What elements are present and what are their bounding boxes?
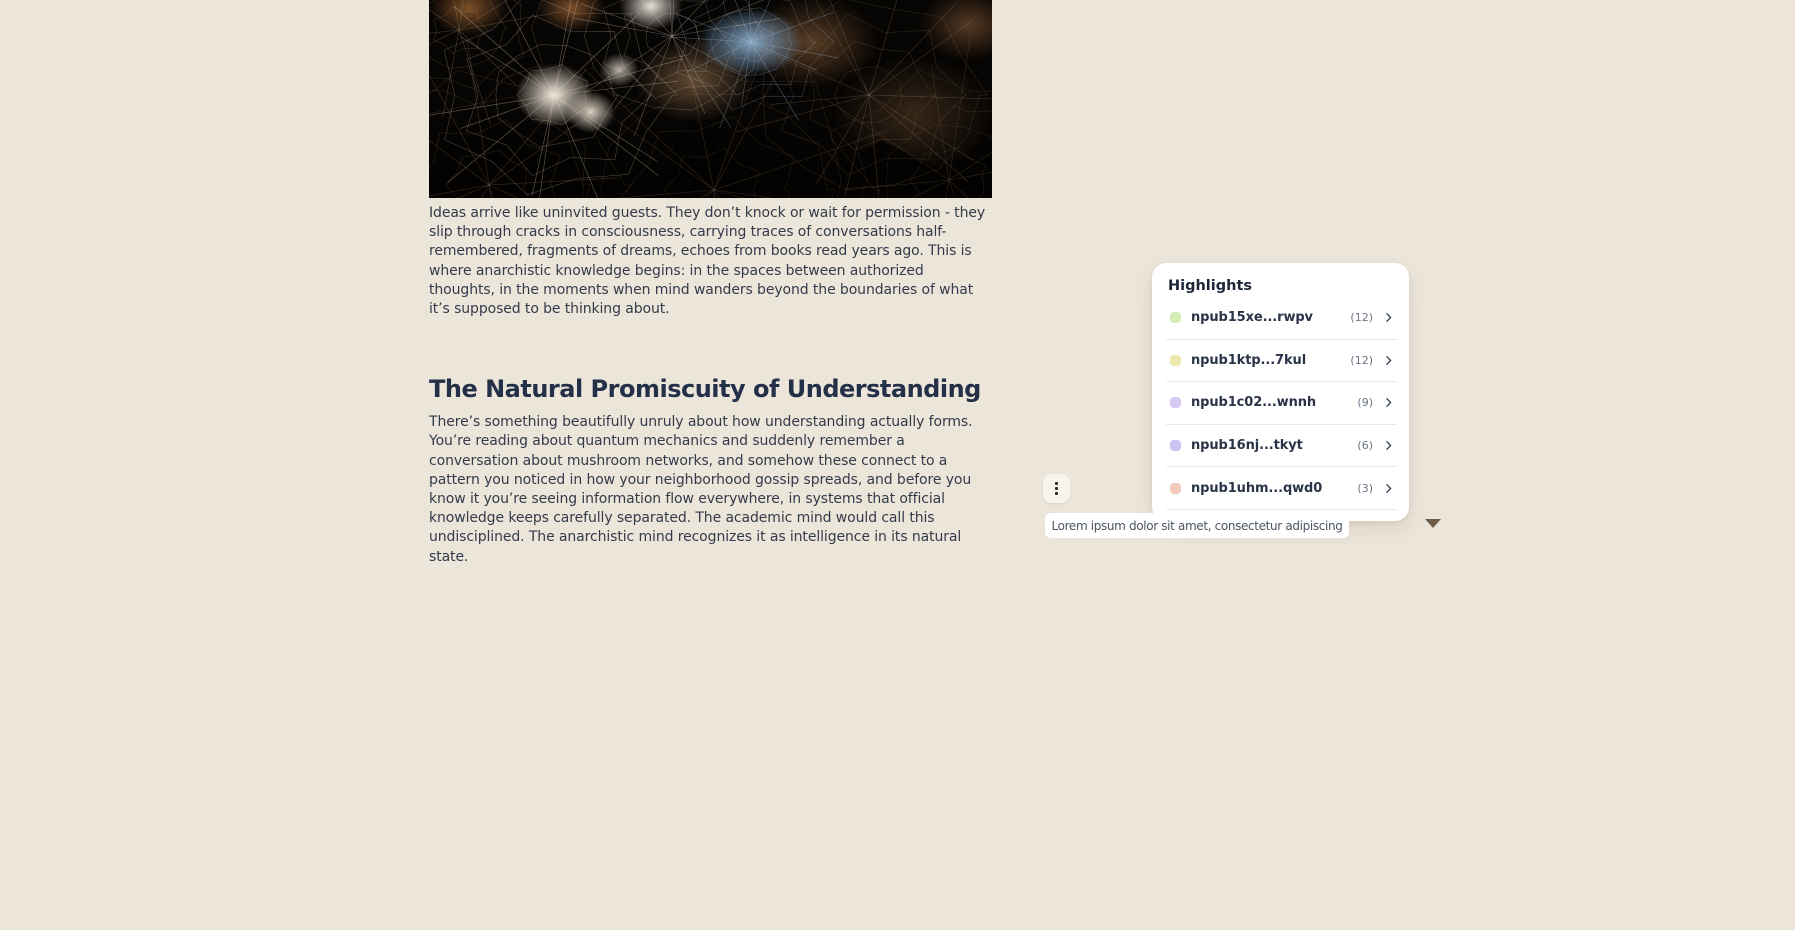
kebab-dot [1055, 482, 1058, 485]
highlight-label: npub15xe...rwpv [1191, 310, 1313, 326]
chevron-right-icon [1382, 311, 1395, 324]
highlight-list-item[interactable] [1166, 340, 1397, 383]
highlight-count: (12) [1350, 353, 1373, 367]
highlight-text-tooltip [1045, 513, 1349, 538]
highlight-color-dot [1170, 397, 1181, 408]
chevron-right-icon [1382, 482, 1395, 495]
chevron-right-icon [1382, 439, 1395, 452]
highlight-list-item[interactable] [1166, 425, 1397, 468]
highlights-list [1166, 297, 1397, 510]
chevron-right-icon [1382, 396, 1395, 409]
highlight-label: npub16nj...tkyt [1191, 438, 1303, 454]
highlight-color-dot [1170, 440, 1181, 451]
highlight-list-item[interactable] [1166, 297, 1397, 340]
highlight-list-item[interactable] [1166, 467, 1397, 510]
section-heading: The Natural Promiscuity of Understanding [429, 375, 981, 404]
highlight-count: (3) [1357, 481, 1373, 495]
chevron-right-icon [1382, 354, 1395, 367]
highlights-panel-title: Highlights [1168, 278, 1253, 294]
kebab-dot [1055, 487, 1058, 490]
article-column [429, 0, 992, 567]
dropdown-arrow-icon[interactable] [1425, 519, 1441, 528]
highlight-color-dot [1170, 483, 1181, 494]
paragraph-1: Ideas arrive like uninvited guests. They don’t knock or wait for permission - they slip through cracks in consciousness, carrying traces of conversations half-remembered, fragments of dreams, echoes from books read years ago. This is where anarchistic knowledge begins: in the spaces between authorized thoughts, in the moments when mind wanders beyond the boundaries of what it’s supposed to be thinking about. [429, 205, 986, 318]
highlight-color-dot [1170, 312, 1181, 323]
paragraph-2: There’s something beautifully unruly about how understanding actually forms. You’re reading about quantum mechanics and suddenly remember a conversation about mushroom networks, and somehow these connect to a pattern you noticed in how your neighborhood gossip spreads, and before you know it you’re seeing information flow everywhere, in systems that official knowledge keeps carefully separated. The academic mind would call this undisciplined. The anarchistic mind recognizes it as intelligence in its natural state. [429, 414, 973, 565]
highlights-panel [1152, 263, 1409, 521]
highlight-label: npub1uhm...qwd0 [1191, 480, 1323, 496]
highlight-list-item[interactable] [1166, 382, 1397, 425]
highlight-label: npub1ktp...7kul [1191, 352, 1307, 368]
kebab-dot [1055, 492, 1058, 495]
highlight-count: (6) [1357, 439, 1373, 453]
kebab-menu-button[interactable] [1043, 474, 1070, 503]
highlight-count: (12) [1350, 311, 1373, 325]
tooltip-text: Lorem ipsum dolor sit amet, consectetur adipiscing [1051, 518, 1343, 533]
web-filaments-graphic [429, 0, 992, 198]
highlight-label: npub1c02...wnnh [1191, 395, 1317, 411]
hero-network-image [429, 0, 992, 198]
highlight-count: (9) [1357, 396, 1373, 410]
highlight-color-dot [1170, 355, 1181, 366]
